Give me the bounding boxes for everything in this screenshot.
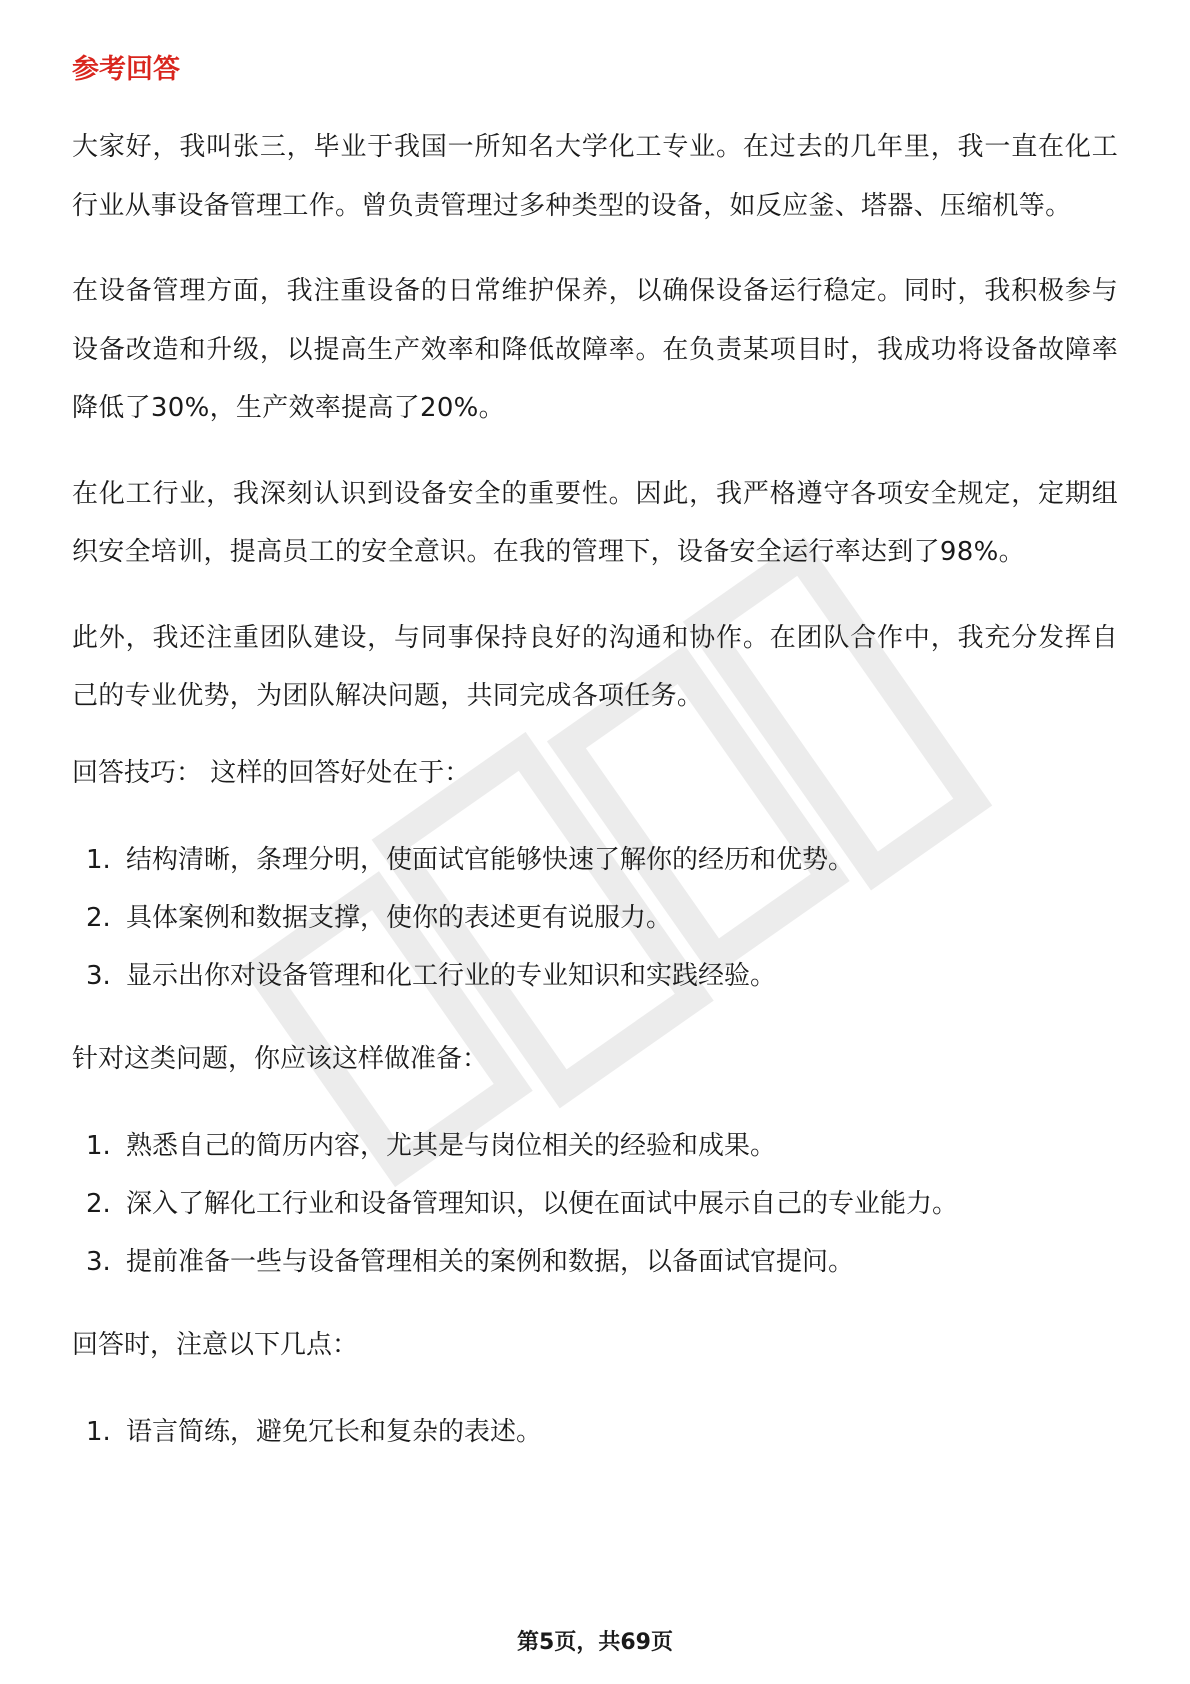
list-item: 3. 显示出你对设备管理和化工行业的专业知识和实践经验。 <box>86 960 777 991</box>
tips-list <box>72 831 1118 1005</box>
prepare-list <box>72 1117 1118 1291</box>
list-item: 1. 熟悉自己的简历内容，尤其是与岗位相关的经验和成果。 <box>86 1130 777 1161</box>
answer-paragraph-2: 在设备管理方面，我注重设备的日常维护保养，以确保设备运行稳定。同时，我积极参与设备改造和升级，以提高生产效率和降低故障率。在负责某项目时，我成功将设备故障率降低了30%，生产效率提高了20%。 <box>72 276 1118 423</box>
document-content <box>72 50 1118 1495</box>
list-item: 3. 提前准备一些与设备管理相关的案例和数据，以备面试官提问。 <box>86 1246 855 1277</box>
answer-paragraph-1: 大家好，我叫张三，毕业于我国一所知名大学化工专业。在过去的几年里，我一直在化工行业从事设备管理工作。曾负责管理过多种类型的设备，如反应釜、塔器、压缩机等。 <box>72 132 1118 221</box>
list-item: 2. 深入了解化工行业和设备管理知识，以便在面试中展示自己的专业能力。 <box>86 1188 959 1219</box>
list-item: 2. 具体案例和数据支撑，使你的表述更有说服力。 <box>86 902 673 933</box>
answer-paragraph-3: 在化工行业，我深刻认识到设备安全的重要性。因此，我严格遵守各项安全规定，定期组织安全培训，提高员工的安全意识。在我的管理下，设备安全运行率达到了98%。 <box>72 478 1118 567</box>
notes-list <box>72 1403 1118 1461</box>
tips-label: 回答技巧： 这样的回答好处在于： <box>72 757 471 788</box>
prepare-label: 针对这类问题，你应该这样做准备： <box>72 1043 489 1074</box>
page-number: 第5页，共69页 <box>517 1630 673 1655</box>
list-item: 1. 语言简练，避免冗长和复杂的表述。 <box>86 1416 543 1447</box>
section-title: 参考回答 <box>72 54 180 85</box>
answer-paragraph-4: 此外，我还注重团队建设，与同事保持良好的沟通和协作。在团队合作中，我充分发挥自己的专业优势，为团队解决问题，共同完成各项任务。 <box>72 622 1118 711</box>
list-item: 1. 结构清晰，条理分明，使面试官能够快速了解你的经历和优势。 <box>86 844 855 875</box>
notes-label: 回答时，注意以下几点： <box>72 1329 359 1360</box>
